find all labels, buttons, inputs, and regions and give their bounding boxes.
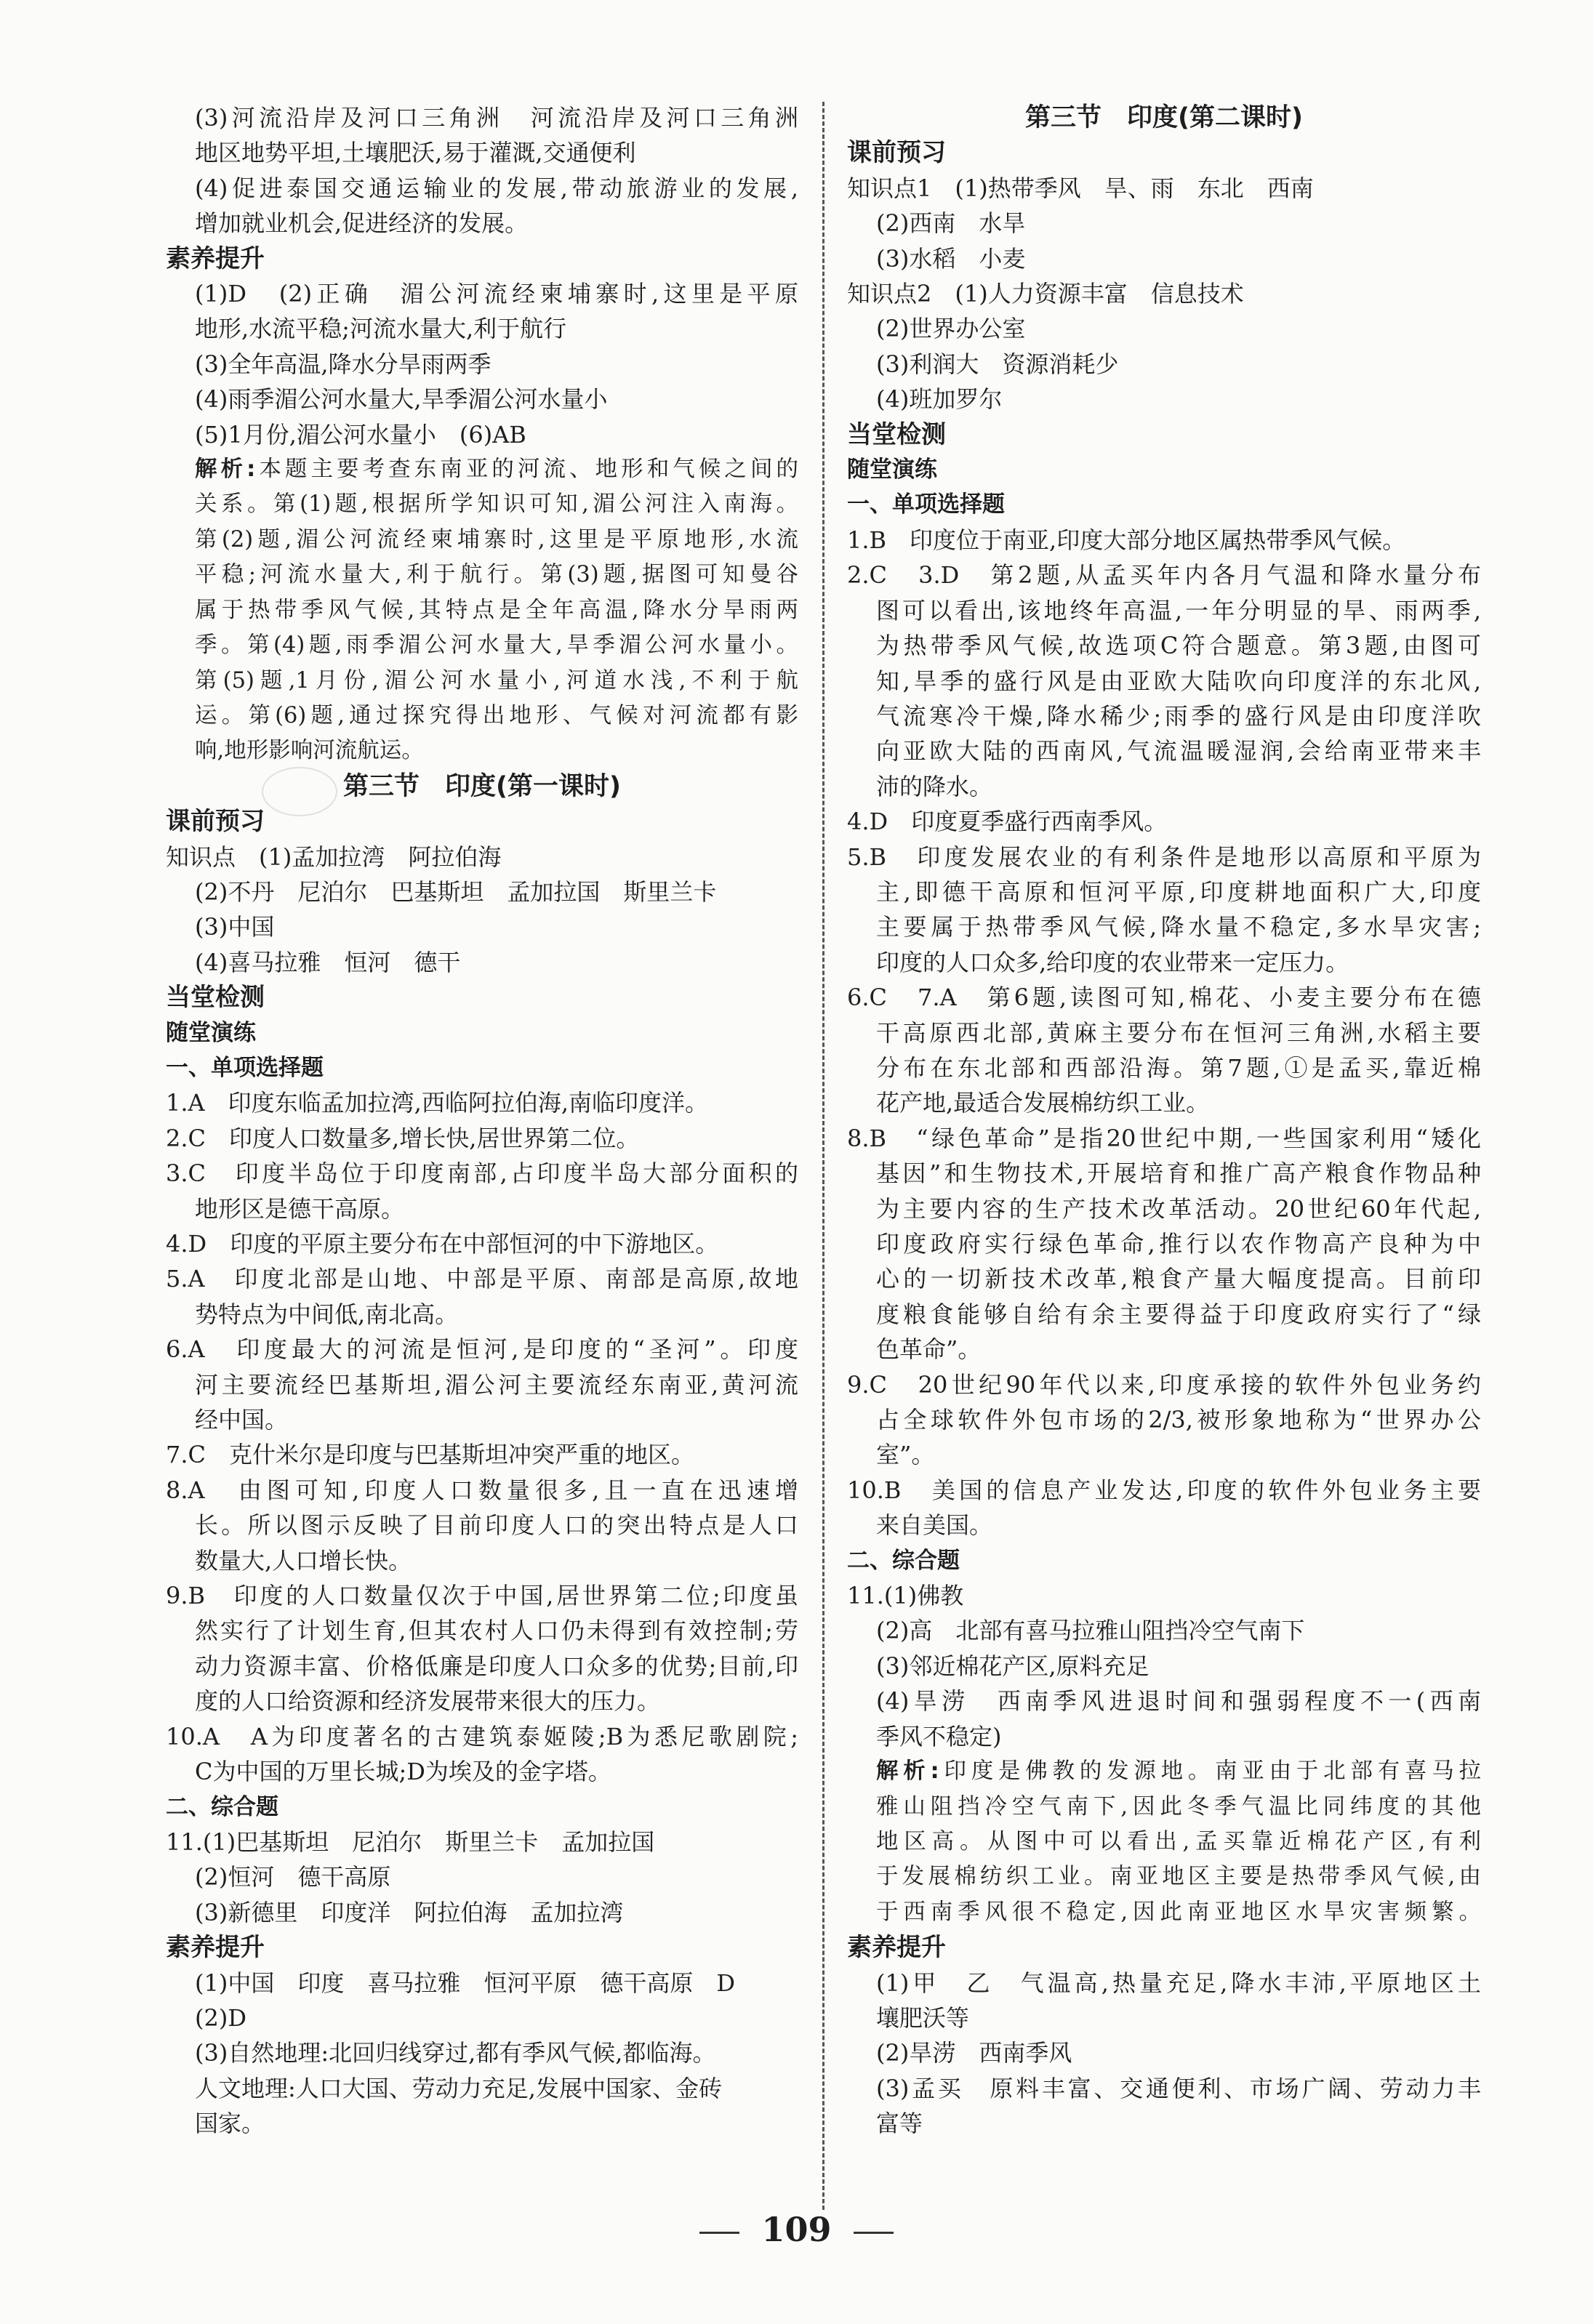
question-line: 1.A 印度东临孟加拉湾,西临阿拉伯海,南临印度洋。	[166, 1089, 708, 1117]
question-line: 长。所以图示反映了目前印度人口的突出特点是人口	[195, 1511, 798, 1540]
question-line: 心的一切新技术改革,粮食产量大幅度提高。目前印	[876, 1265, 1481, 1293]
knowledge-line: 知识点1 (1)热带季风 旱、雨 东北 西南	[847, 174, 1314, 202]
question-line: 10.A A为印度著名的古建筑泰姬陵;B为悉尼歌剧院;	[166, 1722, 798, 1750]
answer-line: (3)自然地理:北回归线穿过,都有季风气候,都临海。	[195, 2039, 716, 2067]
knowledge-line: (3)中国	[195, 913, 275, 941]
question-line: 9.B 印度的人口数量仅次于中国,居世界第二位;印度虽	[166, 1582, 798, 1610]
answer-line: (1)D (2)正确 湄公河流经柬埔寨时,这里是平原	[195, 280, 798, 308]
analysis-line: 平稳;河流水量大,利于航行。第(3)题,据图可知曼谷	[195, 562, 798, 588]
analysis-line: 地区高。从图中可以看出,孟买靠近棉花产区,有利	[876, 1828, 1481, 1854]
question-line: 8.A 由图可知,印度人口数量很多,且一直在迅速增	[166, 1476, 798, 1504]
answer-line: (3)河流沿岸及河口三角洲 河流沿岸及河口三角洲	[195, 104, 798, 132]
knowledge-line: 知识点2 (1)人力资源丰富 信息技术	[847, 280, 1244, 308]
question-line: 来自美国。	[876, 1511, 993, 1540]
analysis-line: 于西南季风很不稳定,因此南亚地区水旱灾害频繁。	[876, 1899, 1481, 1925]
subsection-heading: 一、单项选择题	[847, 491, 1005, 518]
question-line: 3.C 印度半岛位于印度南部,占印度半岛大部分面积的	[166, 1159, 798, 1188]
composite-line: (3)邻近棉花产区,原料充足	[876, 1652, 1149, 1680]
question-line: 花产地,最适合发展棉纺织工业。	[876, 1089, 1210, 1117]
section-heading: 素养提升	[847, 1933, 946, 1963]
subsection-heading: 二、综合题	[847, 1547, 960, 1574]
analysis-line: 响,地形影响河流航运。	[195, 738, 424, 764]
question-line: 4.D 印度的平原主要分布在中部恒河的中下游地区。	[166, 1230, 719, 1258]
question-line: 10.B 美国的信息产业发达,印度的软件外包业务主要	[847, 1476, 1481, 1504]
analysis-line	[166, 452, 798, 487]
analysis-label: 解析:	[876, 1758, 939, 1785]
analysis-line: 属于热带季风气候,其特点是全年高温,降水分旱雨两	[195, 597, 798, 623]
subsection-heading: 随堂演练	[166, 1019, 256, 1046]
section-title: 第三节 印度(第一课时)	[343, 771, 621, 801]
answer-line: 增加就业机会,促进经济的发展。	[195, 209, 529, 238]
answer-line: (2)D	[195, 2003, 246, 2032]
composite-line: 11.(1)佛教	[847, 1582, 964, 1610]
composite-line: (2)恒河 德干高原	[195, 1863, 391, 1891]
section-heading: 素养提升	[166, 244, 265, 273]
question-line: 气流寒冷干燥,降水稀少;雨季的盛行风是由印度洋吹	[876, 701, 1481, 730]
question-line: 4.D 印度夏季盛行西南季风。	[847, 808, 1168, 836]
answer-line: (4)促进泰国交通运输业的发展,带动旅游业的发展,	[195, 174, 798, 202]
question-line: 占全球软件外包市场的2/3,被形象地称为“世界办公	[876, 1406, 1481, 1434]
subsection-heading: 随堂演练	[847, 457, 937, 483]
answer-line: 国家。	[195, 2110, 265, 2138]
analysis-line: 第(5)题,1月份,湄公河水量小,河道水浅,不利于航	[195, 667, 798, 693]
section-heading: 当堂检测	[847, 419, 946, 449]
question-line: 分布在东北部和西部沿海。第7题,①是孟买,靠近棉	[876, 1053, 1481, 1082]
analysis-label: 解析:	[195, 457, 256, 483]
question-line: 2.C 3.D 第2题,从孟买年内各月气温和降水量分布	[847, 561, 1481, 590]
knowledge-line: (2)世界办公室	[876, 315, 1026, 343]
analysis-line: 季。第(4)题,雨季湄公河水量大,旱季湄公河水量小。	[195, 632, 798, 659]
analysis-text: 印度是佛教的发源地。南亚由于北部有喜马拉	[939, 1758, 1482, 1785]
analysis-line: 运。第(6)题,通过探究得出地形、气候对河流都有影	[195, 702, 798, 728]
question-line: 8.B “绿色革命”是指20世纪中期,一些国家利用“矮化	[847, 1124, 1481, 1152]
section-heading: 当堂检测	[166, 983, 265, 1013]
knowledge-line: (4)喜马拉雅 恒河 德干	[195, 948, 461, 976]
composite-line: (2)高 北部有喜马拉雅山阻挡冷空气南下	[876, 1617, 1305, 1645]
question-line: 基因”和生物技术,开展培育和推广高产粮食作物品种	[876, 1159, 1481, 1188]
analysis-line: 雅山阻挡冷空气南下,因此冬季气温比同纬度的其他	[876, 1793, 1481, 1820]
question-line: 为热带季风气候,故选项C符合题意。第3题,由图可	[876, 632, 1481, 660]
page-number: 109	[761, 2210, 832, 2249]
question-line: 主,即德干高原和恒河平原,印度耕地面积广大,印度	[876, 877, 1481, 906]
question-line: 然实行了计划生育,但其农村人口仍未得到有效控制;劳	[195, 1617, 798, 1645]
question-line: 5.A 印度北部是山地、中部是平原、南部是高原,故地	[166, 1265, 798, 1293]
answer-line: (3)孟买 原料丰富、交通便利、市场广阔、劳动力丰	[876, 2074, 1481, 2102]
analysis-text: 本题主要考查东南亚的河流、地形和气候之间的	[255, 457, 798, 483]
question-line: 1.B 印度位于南亚,印度大部分地区属热带季风气候。	[847, 526, 1406, 554]
analysis-line: 第(2)题,湄公河流经柬埔寨时,这里是平原地形,水流	[195, 526, 798, 552]
section-heading: 课前预习	[166, 807, 265, 837]
answer-line: 地区地势平坦,土壤肥沃,易于灌溉,交通便利	[195, 139, 636, 167]
question-line: 为主要内容的生产技术改革活动。20世纪60年代起,	[876, 1194, 1481, 1223]
answer-line: (2)旱涝 西南季风	[876, 2039, 1072, 2067]
question-line: 室”。	[876, 1441, 935, 1469]
right-column	[847, 100, 1481, 2142]
question-line: 地形区是德干高原。	[195, 1194, 405, 1223]
question-line: 干高原西北部,黄麻主要分布在恒河三角洲,水稻主要	[876, 1018, 1481, 1047]
question-line: 印度政府实行绿色革命,推行以农作物高产良种为中	[876, 1230, 1481, 1258]
composite-line: 11.(1)巴基斯坦 尼泊尔 斯里兰卡 孟加拉国	[166, 1828, 655, 1856]
section-heading: 素养提升	[166, 1933, 265, 1963]
question-line: 势特点为中间低,南北高。	[195, 1300, 459, 1328]
question-line: 色革命”。	[876, 1335, 982, 1364]
composite-line: (3)新德里 印度洋 阿拉伯海 孟加拉湾	[195, 1898, 624, 1926]
question-line: 5.B 印度发展农业的有利条件是地形以高原和平原为	[847, 843, 1481, 871]
subsection-heading: 一、单项选择题	[166, 1054, 324, 1081]
section-heading: 课前预习	[847, 138, 946, 168]
question-line: 主要属于热带季风气候,降水量不稳定,多水旱灾害;	[876, 913, 1481, 941]
question-line: 动力资源丰富、价格低廉是印度人口众多的优势;目前,印	[195, 1652, 798, 1680]
composite-line: (4)旱涝 西南季风进退时间和强弱程度不一(西南	[876, 1687, 1481, 1716]
question-line: 6.A 印度最大的河流是恒河,是印度的“圣河”。印度	[166, 1335, 798, 1364]
question-line: 河主要流经巴基斯坦,湄公河主要流经东南亚,黄河流	[195, 1370, 798, 1399]
knowledge-line: (2)西南 水旱	[876, 209, 1026, 238]
answer-line: (3)全年高温,降水分旱雨两季	[195, 350, 491, 378]
question-line: 向亚欧大陆的西南风,气流温暖湿润,会给南亚带来丰	[876, 737, 1481, 765]
answer-line: (1)甲 乙 气温高,热量充足,降水丰沛,平原地区土	[876, 1969, 1481, 1997]
answer-line: 富等	[876, 2110, 923, 2138]
section-title: 第三节 印度(第二课时)	[1025, 103, 1303, 132]
analysis-line: 关系。第(1)题,根据所学知识可知,湄公河注入南海。	[195, 491, 798, 518]
question-line: C为中国的万里长城;D为埃及的金字塔。	[195, 1758, 611, 1786]
analysis-line: 于发展棉纺织工业。南亚地区主要是热带季风气候,由	[876, 1864, 1481, 1890]
question-line: 印度的人口众多,给印度的农业带来一定压力。	[876, 948, 1349, 976]
composite-line: 季风不稳定)	[876, 1722, 1002, 1750]
question-line: 度粮食能够自给有余主要得益于印度政府实行了“绿	[876, 1300, 1481, 1328]
answer-line: 地形,水流平稳;河流水量大,利于航行	[195, 315, 567, 343]
question-line: 9.C 20世纪90年代以来,印度承接的软件外包业务约	[847, 1370, 1481, 1399]
knowledge-line: 知识点 (1)孟加拉湾 阿拉伯海	[166, 843, 502, 871]
footer-dash-right	[854, 2232, 894, 2234]
answer-line: (5)1月份,湄公河水量小 (6)AB	[195, 420, 526, 449]
knowledge-line: (3)利润大 资源消耗少	[876, 350, 1119, 378]
question-line: 7.C 克什米尔是印度与巴基斯坦冲突严重的地区。	[166, 1441, 695, 1469]
question-line: 度的人口给资源和经济发展带来很大的压力。	[195, 1687, 661, 1716]
question-line: 2.C 印度人口数量多,增长快,居世界第二位。	[166, 1124, 640, 1152]
answer-line: (4)雨季湄公河水量大,旱季湄公河水量小	[195, 385, 608, 414]
question-line: 沛的降水。	[876, 772, 993, 800]
question-line: 图可以看出,该地终年高温,一年分明显的旱、雨两季,	[876, 596, 1481, 624]
knowledge-line: (3)水稻 小麦	[876, 244, 1026, 273]
question-line: 6.C 7.A 第6题,读图可知,棉花、小麦主要分布在德	[847, 984, 1481, 1012]
footer-dash-left	[699, 2232, 739, 2234]
question-line: 数量大,人口增长快。	[195, 1546, 412, 1575]
answer-line: (1)中国 印度 喜马拉雅 恒河平原 德干高原 D	[195, 1969, 735, 1997]
question-line: 知,旱季的盛行风是由亚欧大陆吹向印度洋的东北风,	[876, 667, 1481, 695]
analysis-line	[847, 1754, 1481, 1789]
question-line: 经中国。	[195, 1406, 289, 1434]
knowledge-line: (4)班加罗尔	[876, 385, 1003, 414]
answer-line: 人文地理:人口大国、劳动力充足,发展中国家、金砖	[195, 2074, 722, 2102]
answer-line: 壤肥沃等	[876, 2003, 970, 2032]
knowledge-line: (2)不丹 尼泊尔 巴基斯坦 孟加拉国 斯里兰卡	[195, 877, 717, 906]
column-divider	[822, 102, 824, 2210]
left-column	[166, 100, 798, 2142]
page-footer	[0, 2210, 1593, 2249]
subsection-heading: 二、综合题	[166, 1793, 278, 1820]
